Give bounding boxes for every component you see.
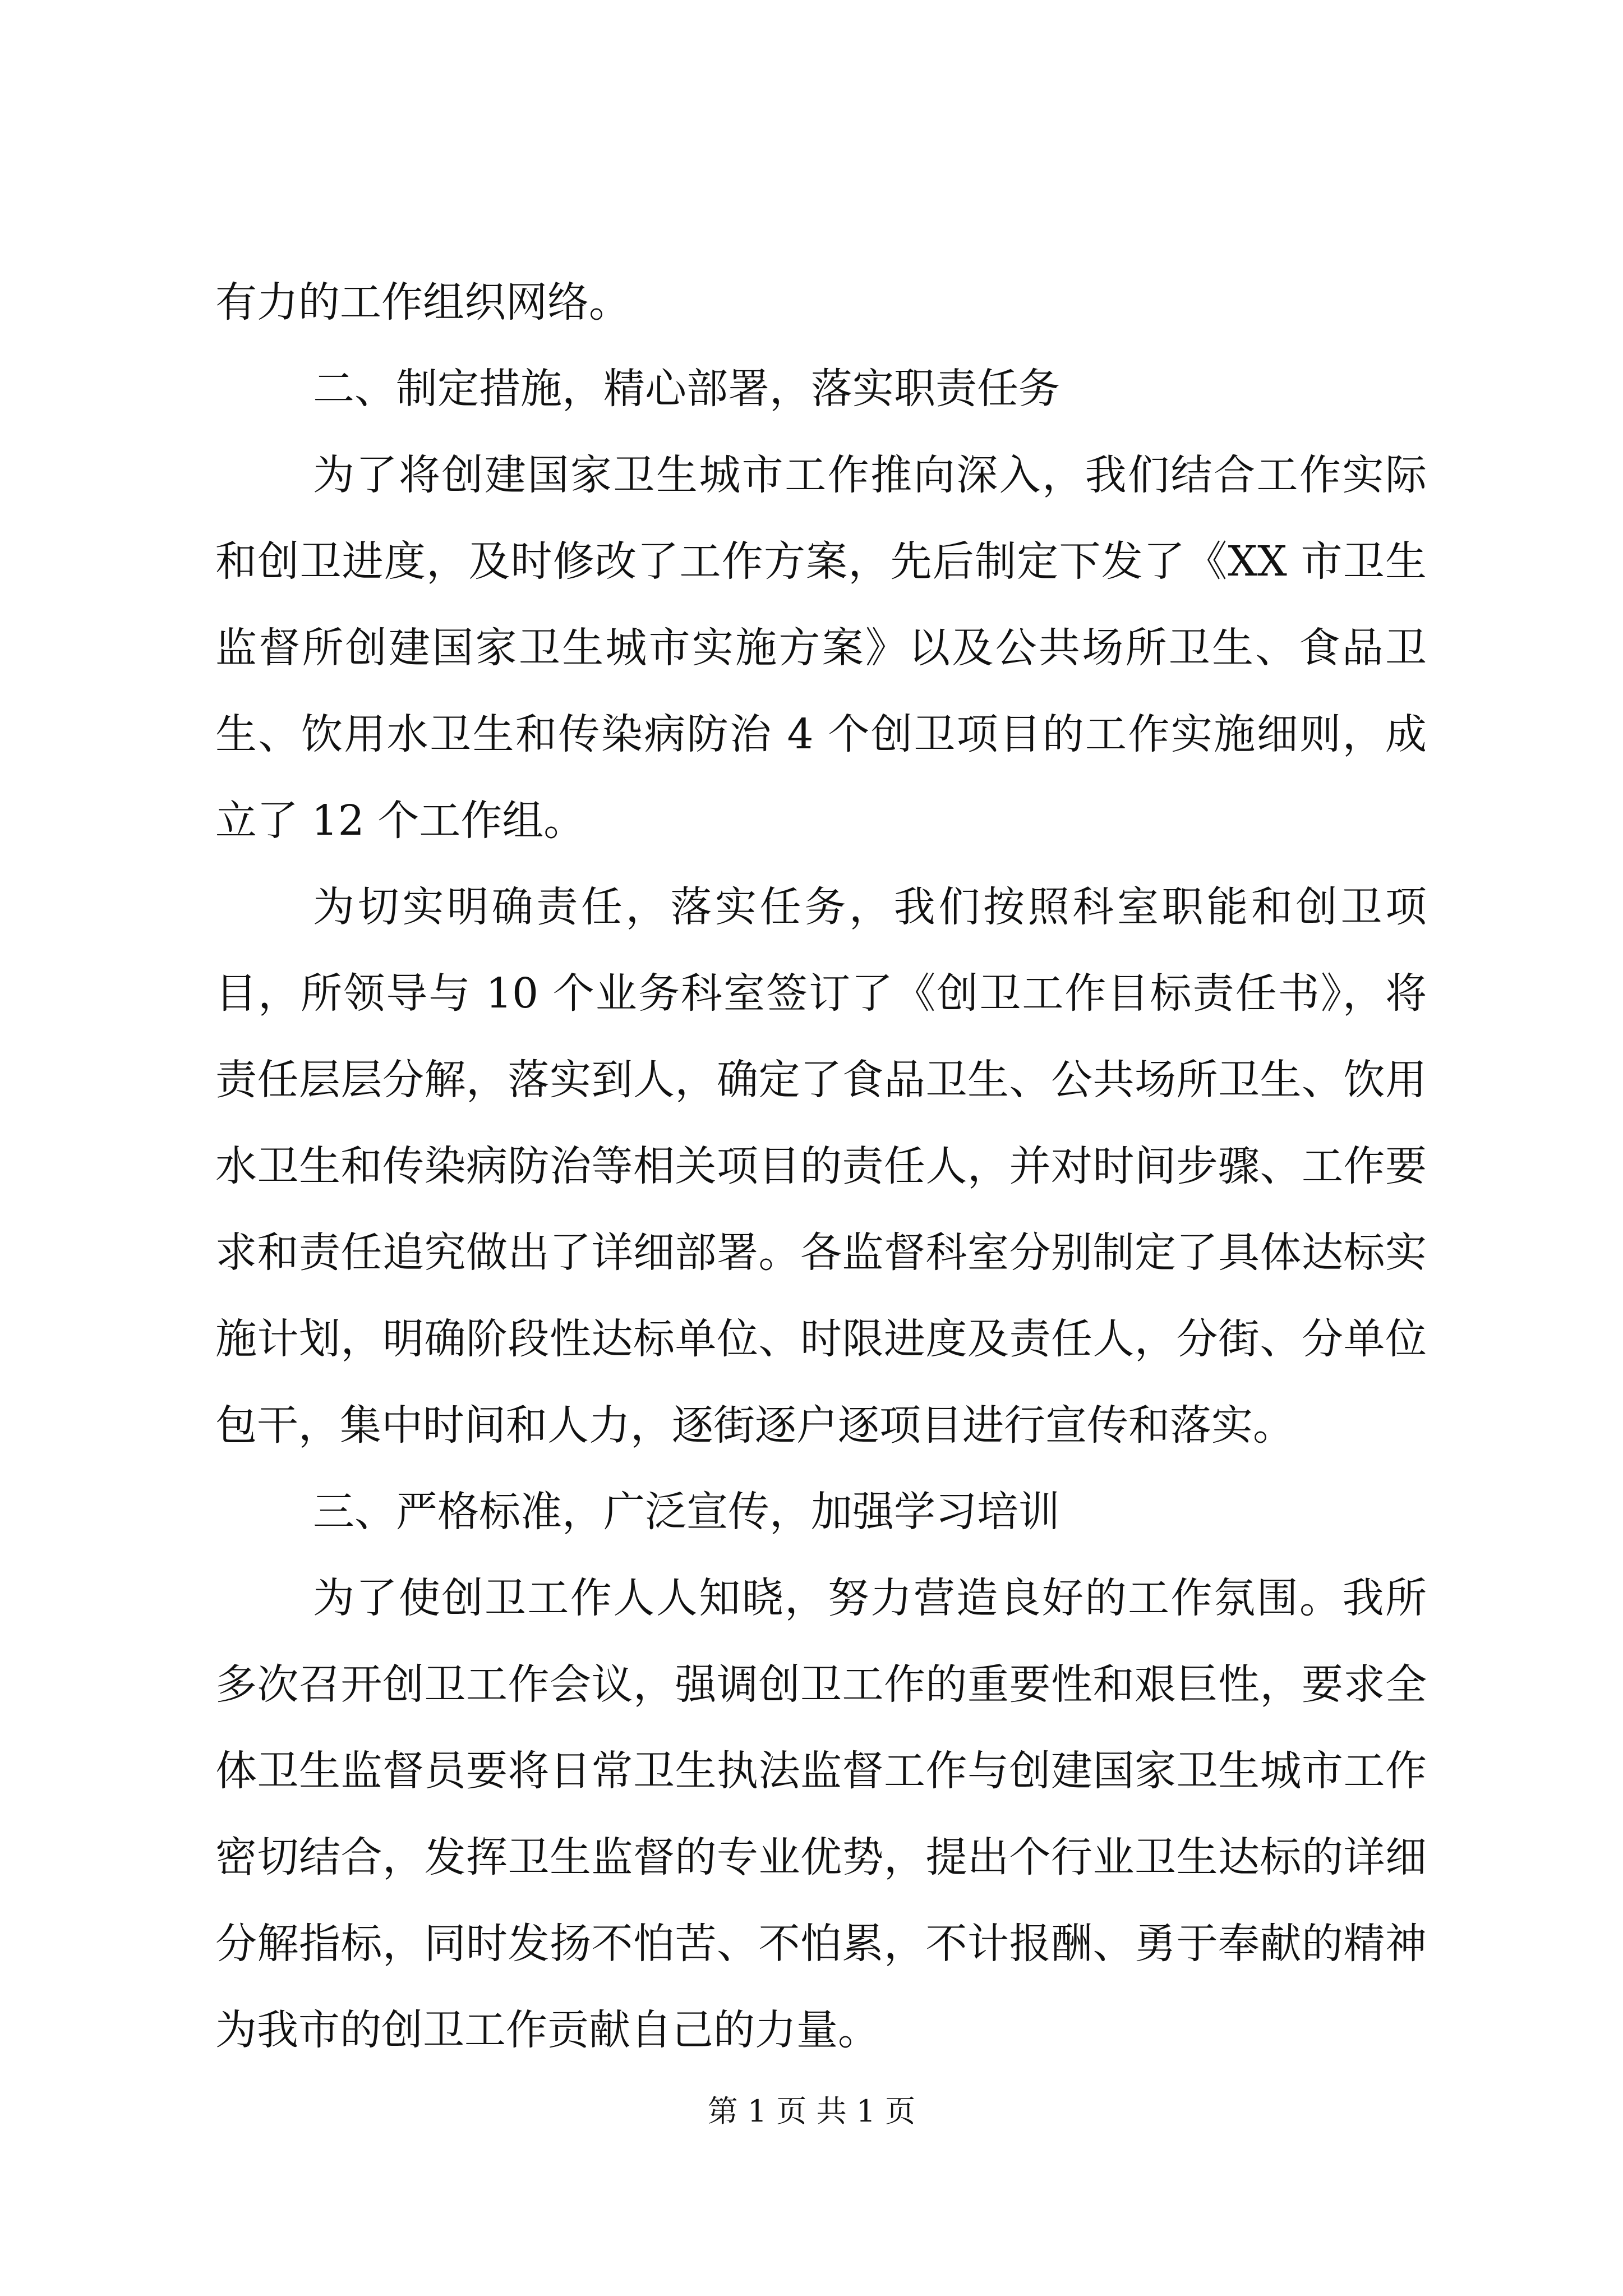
document-body bbox=[215, 259, 1427, 2073]
section-heading-2: 二、制定措施，精心部署，落实职责任务 bbox=[313, 365, 1060, 413]
paragraph-continuation: 有力的工作组织网络。 bbox=[215, 278, 630, 326]
paragraph-publicity: 为了使创卫工作人人知晓，努力营造良好的工作氛围。我所多次召开创卫工作会议，强调创卫工作的重要性和艰巨性，要求全体卫生监督员要将日常卫生执法监督工作与创建国家卫生城市工作密切结合，发挥卫生监督的专业优势，提出个行业卫生达标的详细分解指标，同时发扬不怕苦、不怕累，不计报酬、勇于奉献的精神为我市的创卫工作贡献自己的力量。 bbox=[215, 1574, 1427, 2054]
paragraph-responsibility: 为切实明确责任，落实任务，我们按照科室职能和创卫项目，所领导与 10 个业务科室签订了《创卫工作目标责任书》，将责任层层分解，落实到人，确定了食品卫生、公共场所卫生、饮用水卫生和传染病防治等相关项目的责任人，并对时间步骤、工作要求和责任追究做出了详细部署。各监督科室分别制定了具体达标实施计划，明确阶段性达标单位、时限进度及责任人，分街、分单位包干，集中时间和人力，逐街逐户逐项目进行宣传和落实。 bbox=[215, 883, 1427, 1450]
section-heading-3: 三、严格标准，广泛宣传，加强学习培训 bbox=[313, 1488, 1060, 1536]
paragraph-plan: 为了将创建国家卫生城市工作推向深入，我们结合工作实际和创卫进度，及时修改了工作方案，先后制定下发了《XX 市卫生监督所创建国家卫生城市实施方案》以及公共场所卫生、食品卫生、饮用水卫生和传染病防治 4 个创卫项目的工作实施细则，成立了 12 个工作组。 bbox=[215, 451, 1427, 845]
page-footer: 第 1 页 共 1 页 bbox=[707, 2093, 916, 2129]
